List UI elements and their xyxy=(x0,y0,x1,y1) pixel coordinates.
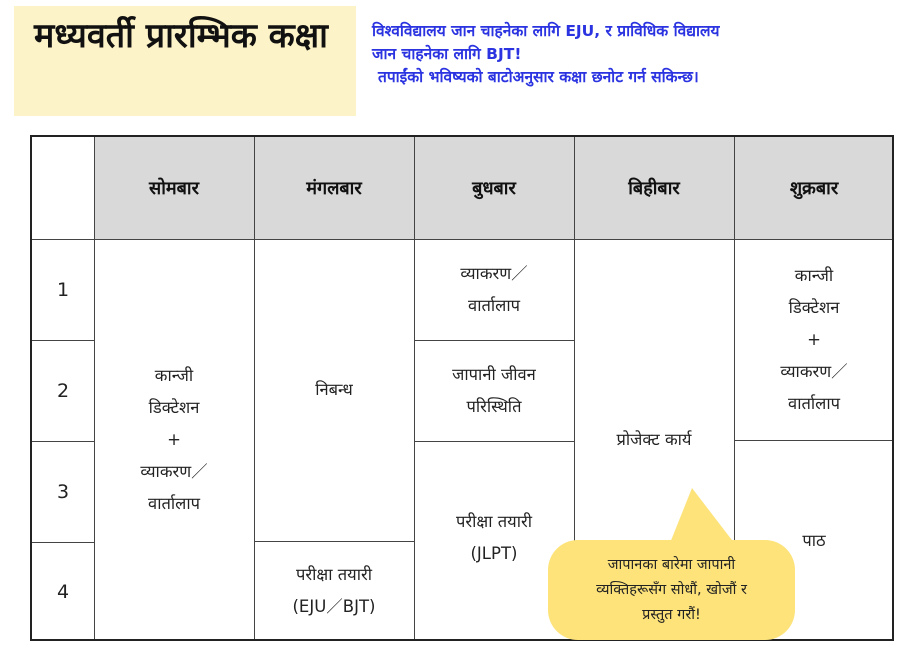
header-monday: सोमबार xyxy=(94,137,254,239)
cell-tuesday-exam-prep xyxy=(254,541,414,641)
grid-line xyxy=(94,137,95,641)
monday-line: + xyxy=(167,430,181,449)
wednesday-2-line: परिस्थिति xyxy=(466,396,522,416)
header-wednesday: बुधबार xyxy=(414,137,574,239)
monday-line: कान्जी xyxy=(154,366,194,385)
cell-tuesday-essay xyxy=(254,239,414,541)
thursday-project: प्रोजेक्ट कार्य xyxy=(616,430,692,449)
period-1: 1 xyxy=(56,278,70,301)
header-thursday: बिहीबार xyxy=(574,137,734,239)
grid-line xyxy=(32,239,894,240)
friday-line: + xyxy=(807,329,821,349)
period-2: 2 xyxy=(56,379,70,402)
header-tuesday: मंगलबार xyxy=(254,137,414,239)
friday-line: डिक्टेशन xyxy=(788,297,840,317)
wednesday-1-line: वार्तालाप xyxy=(468,295,520,315)
bubble-line: व्यक्तिहरूसँग सोधौं, खोजौं र xyxy=(596,581,747,598)
grid-line xyxy=(32,441,94,442)
wednesday-3-line: परीक्षा तयारी xyxy=(455,512,532,531)
title-box xyxy=(14,6,356,116)
speech-bubble xyxy=(548,540,795,640)
subtitle-line-3: तपाईंको भविष्यको बाटोअनुसार कक्षा छनोट गर्न सकिन्छ। xyxy=(378,68,699,86)
friday-line: व्याकरण／ xyxy=(780,361,848,381)
page-title: मध्यवर्ती प्रारम्भिक कक्षा xyxy=(34,16,328,56)
bubble-line: प्रस्तुत गरौं! xyxy=(642,606,701,623)
header-friday: शुक्रबार xyxy=(734,137,894,239)
friday-line: कान्जी xyxy=(794,265,834,285)
header-empty-cell xyxy=(32,137,94,239)
cell-wednesday-2 xyxy=(414,340,574,441)
grid-line xyxy=(32,340,94,341)
subtitle xyxy=(372,20,912,89)
period-4: 4 xyxy=(56,580,70,603)
monday-line: व्याकरण／ xyxy=(140,462,208,481)
monday-line: डिक्टेशन xyxy=(148,398,200,417)
cell-monday xyxy=(94,239,254,641)
tuesday-exam-line: (EJU／BJT) xyxy=(292,597,376,616)
wednesday-3-line: (JLPT) xyxy=(470,544,518,563)
wednesday-2-line: जापानी जीवन xyxy=(452,364,536,384)
friday-line: वार्तालाप xyxy=(788,393,840,413)
grid-line xyxy=(414,441,574,442)
grid-line xyxy=(32,542,94,543)
grid-line xyxy=(734,440,894,441)
cell-friday-1-2 xyxy=(734,239,894,440)
friday-lesson: पाठ xyxy=(802,530,826,550)
subtitle-line-1: विश्वविद्यालय जान चाहनेका लागि EJU, र प्राविधिक विद्यालय xyxy=(372,22,720,40)
grid-line xyxy=(414,340,574,341)
period-3: 3 xyxy=(56,480,70,503)
tuesday-exam-line: परीक्षा तयारी xyxy=(295,565,372,584)
grid-line xyxy=(254,541,414,542)
monday-line: वार्तालाप xyxy=(148,494,200,513)
subtitle-line-2: जान चाहनेका लागि BJT! xyxy=(372,45,522,63)
wednesday-1-line: व्याकरण／ xyxy=(460,263,528,283)
grid-line xyxy=(254,137,255,641)
cell-wednesday-1 xyxy=(414,239,574,340)
bubble-line: जापानका बारेमा जापानी xyxy=(607,556,736,573)
grid-line xyxy=(414,137,415,641)
tuesday-essay: निबन्ध xyxy=(315,380,353,399)
